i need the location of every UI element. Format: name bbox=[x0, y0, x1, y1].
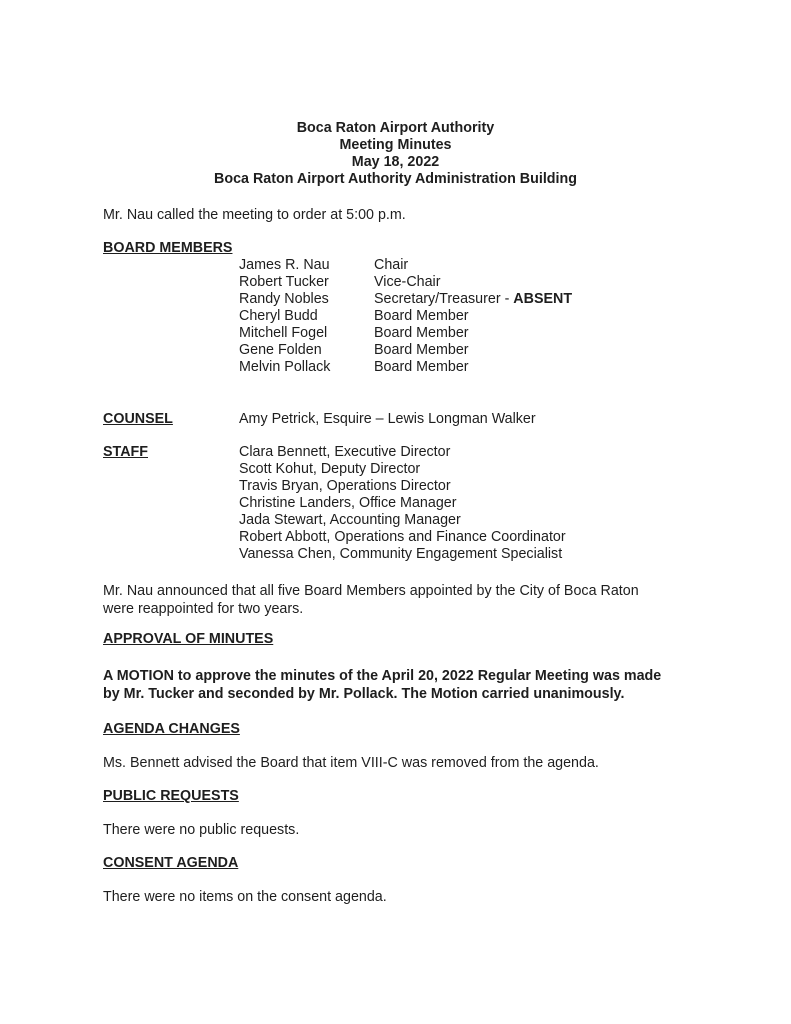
consent-agenda-text: There were no items on the consent agenda. bbox=[103, 889, 387, 905]
board-member-role: Vice-Chair bbox=[374, 274, 441, 290]
staff-list bbox=[239, 444, 566, 563]
board-member-role: Board Member bbox=[374, 308, 469, 324]
board-member-role: Board Member bbox=[374, 359, 469, 375]
public-requests-heading: PUBLIC REQUESTS bbox=[103, 788, 239, 804]
staff-heading: STAFF bbox=[103, 444, 148, 460]
meeting-location: Boca Raton Airport Authority Administration Building bbox=[214, 171, 577, 187]
staff-member: Scott Kohut, Deputy Director bbox=[239, 461, 421, 477]
doc-type-title: Meeting Minutes bbox=[339, 137, 452, 153]
absent-label: ABSENT bbox=[513, 291, 573, 307]
call-to-order-text: Mr. Nau called the meeting to order at 5:00 p.m. bbox=[103, 207, 406, 223]
board-member-name: Randy Nobles bbox=[239, 291, 329, 307]
board-member-role: Board Member bbox=[374, 325, 469, 341]
board-member-name: Gene Folden bbox=[239, 342, 322, 358]
approval-of-minutes-heading: APPROVAL OF MINUTES bbox=[103, 631, 274, 647]
board-member-name: Cheryl Budd bbox=[239, 308, 318, 324]
board-member-name: James R. Nau bbox=[239, 257, 330, 273]
motion-line: by Mr. Tucker and seconded by Mr. Pollack. The Motion carried unanimously. bbox=[103, 686, 625, 702]
board-member-names bbox=[239, 257, 330, 376]
staff-member: Jada Stewart, Accounting Manager bbox=[239, 512, 461, 528]
board-member-role-row bbox=[374, 291, 572, 308]
motion-line: A MOTION to approve the minutes of the April 20, 2022 Regular Meeting was made bbox=[103, 668, 662, 684]
agenda-changes-text: Ms. Bennett advised the Board that item VIII-C was removed from the agenda. bbox=[103, 755, 599, 771]
staff-member: Christine Landers, Office Manager bbox=[239, 495, 457, 511]
counsel-heading: COUNSEL bbox=[103, 411, 173, 427]
board-member-role: Board Member bbox=[374, 342, 469, 358]
motion-paragraph bbox=[103, 667, 703, 703]
counsel-text: Amy Petrick, Esquire – Lewis Longman Walker bbox=[239, 411, 536, 427]
document-header bbox=[0, 120, 791, 188]
board-member-name: Robert Tucker bbox=[239, 274, 329, 290]
board-members-heading: BOARD MEMBERS bbox=[103, 240, 233, 256]
board-member-role: Secretary/Treasurer - bbox=[374, 291, 514, 307]
staff-member: Vanessa Chen, Community Engagement Specialist bbox=[239, 546, 563, 562]
announcement-line: Mr. Nau announced that all five Board Members appointed by the City of Boca Raton bbox=[103, 583, 639, 599]
staff-member: Travis Bryan, Operations Director bbox=[239, 478, 451, 494]
public-requests-text: There were no public requests. bbox=[103, 822, 300, 838]
staff-member: Clara Bennett, Executive Director bbox=[239, 444, 451, 460]
announcement-paragraph bbox=[103, 582, 703, 618]
board-member-roles bbox=[374, 257, 572, 376]
org-title: Boca Raton Airport Authority bbox=[296, 120, 495, 136]
board-member-role: Chair bbox=[374, 257, 409, 273]
staff-member: Robert Abbott, Operations and Finance Coordinator bbox=[239, 529, 566, 545]
meeting-date: May 18, 2022 bbox=[351, 154, 440, 170]
board-member-name: Mitchell Fogel bbox=[239, 325, 328, 341]
announcement-line: were reappointed for two years. bbox=[103, 601, 304, 617]
consent-agenda-heading: CONSENT AGENDA bbox=[103, 855, 239, 871]
agenda-changes-heading: AGENDA CHANGES bbox=[103, 721, 240, 737]
board-member-name: Melvin Pollack bbox=[239, 359, 331, 375]
